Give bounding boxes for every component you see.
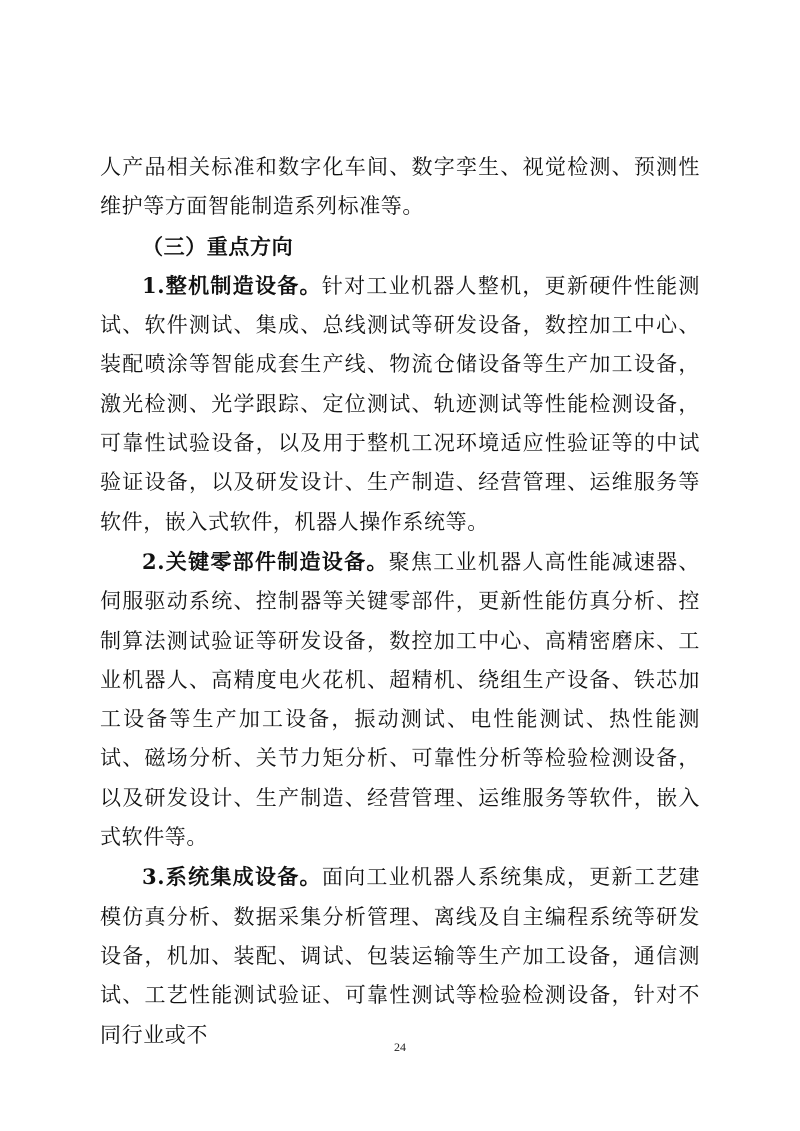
- item-lead: 3.系统集成设备。: [142, 864, 322, 890]
- item-lead: 2.关键零部件制造设备。: [142, 548, 389, 574]
- continued-paragraph: [100, 148, 700, 227]
- page-number: 24: [394, 1040, 406, 1054]
- item-paragraph-3: [100, 857, 700, 1054]
- item-paragraph-2: [100, 542, 700, 857]
- item-lead: 1.整机制造设备。: [142, 272, 322, 298]
- section-heading: （三）重点方向: [142, 233, 294, 259]
- document-body: [100, 148, 700, 1055]
- item-paragraph-1: [100, 266, 700, 542]
- paragraph-text: 人产品相关标准和数字化车间、数字孪生、视觉检测、预测性维护等方面智能制造系列标准等。: [100, 155, 700, 219]
- item-text: 聚焦工业机器人高性能减速器、伺服驱动系统、控制器等关键零部件，更新性能仿真分析、控制算法测试验证等研发设备，数控加工中心、高精密磨床、工业机器人、高精度电火花机、超精机、绕组生产设备、铁芯加工设备等生产加工设备，振动测试、电性能测试、热性能测试、磁场分析、关节力矩分析、可靠性分析等检验检测设备，以及研发设计、生产制造、经营管理、运维服务等软件，嵌入式软件等。: [100, 549, 700, 850]
- item-text: 面向工业机器人系统集成，更新工艺建模仿真分析、数据采集分析管理、离线及自主编程系统等研发设备，机加、装配、调试、包装运输等生产加工设备，通信测试、工艺性能测试验证、可靠性测试等检验检测设备，针对不同行业或不: [100, 865, 700, 1047]
- item-text: 针对工业机器人整机，更新硬件性能测试、软件测试、集成、总线测试等研发设备，数控加工中心、装配喷涂等智能成套生产线、物流仓储设备等生产加工设备，激光检测、光学跟踪、定位测试、轨迹测试等性能检测设备，可靠性试验设备，以及用于整机工况环境适应性验证等的中试验证设备，以及研发设计、生产制造、经营管理、运维服务等软件，嵌入式软件，机器人操作系统等。: [100, 273, 700, 534]
